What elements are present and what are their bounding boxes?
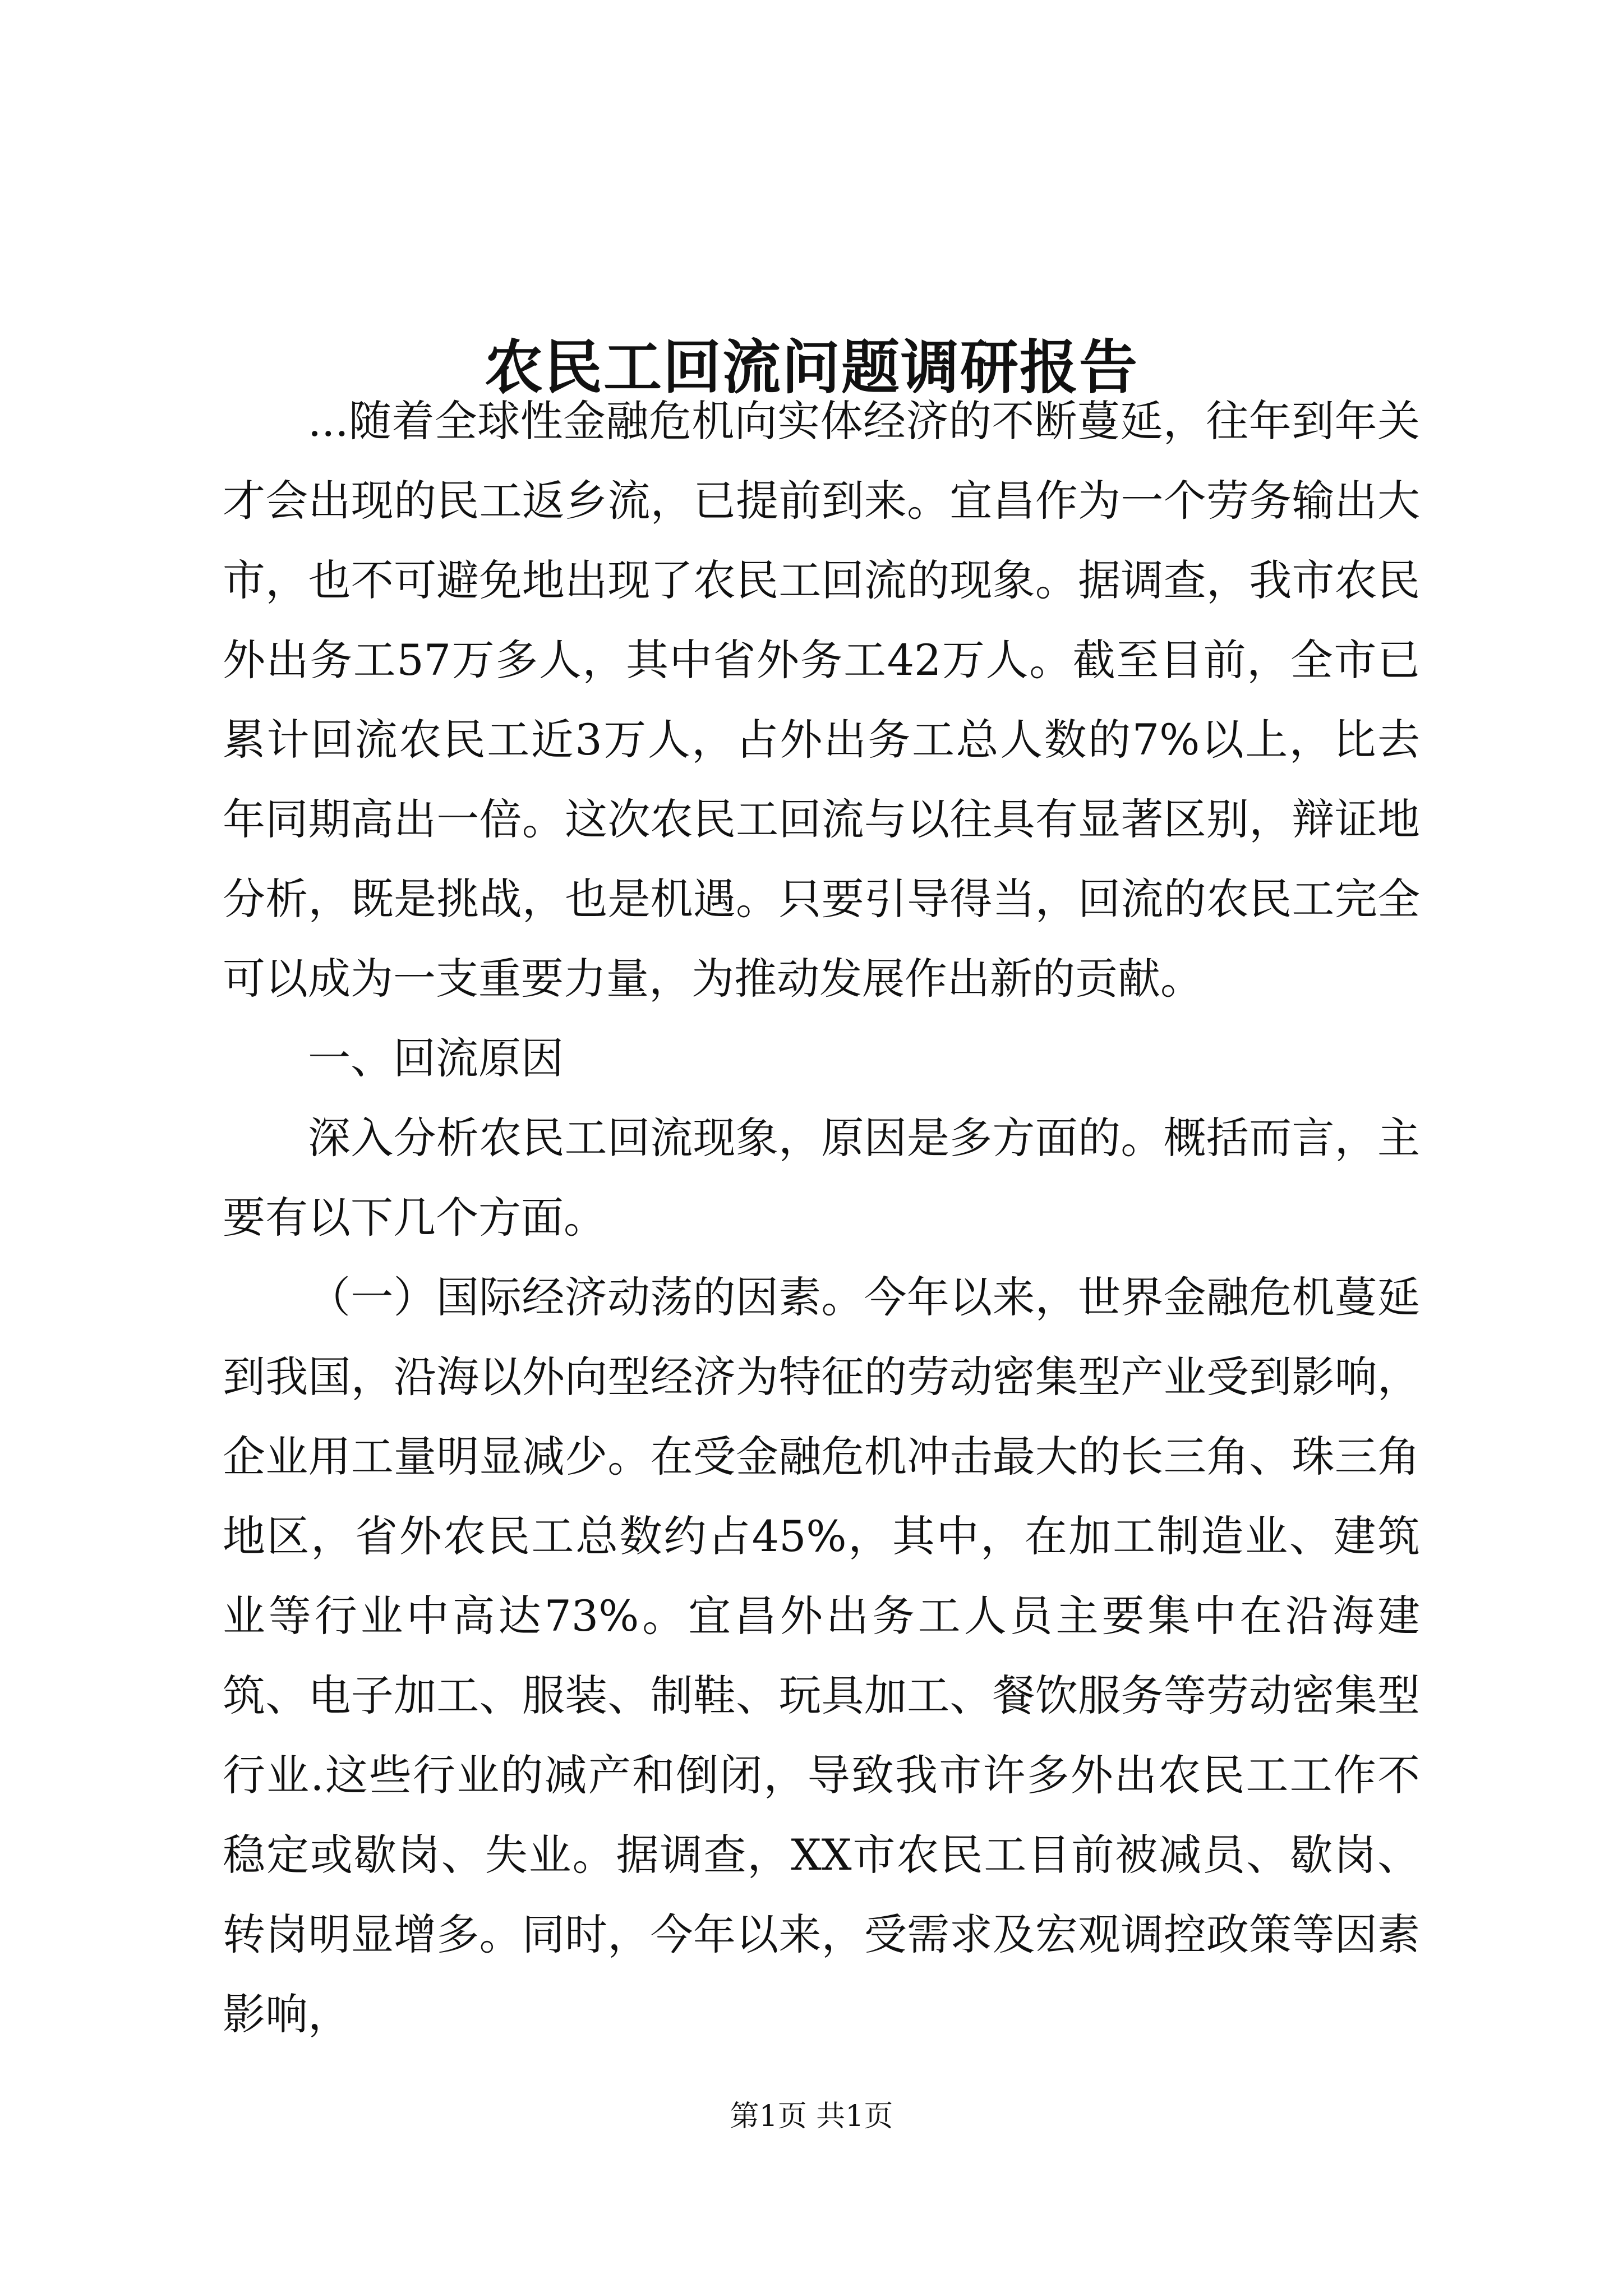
page-footer: 第1页 共1页 <box>730 2100 893 2133</box>
subsection-paragraph: （一）国际经济动荡的因素。今年以来，世界金融危机蔓延到我国，沿海以外向型经济为特征的劳动密集型产业受到影响，企业用工量明显减少。在受金融危机冲击最大的长三角、珠三角地区，省外农民工总数约占45%，其中，在加工制造业、建筑业等行业中高达73%。宜昌外出务工人员主要集中在沿海建筑、电子加工、服装、制鞋、玩具加工、餐饮服务等劳动密集型行业.这些行业的减产和倒闭，导致我市许多外出农民工工作不稳定或歇岗、失业。据调查，XX市农民工目前被减员、歇岗、转岗明显增多。同时，今年以来，受需求及宏观调控政策等因素影响， <box>223 1272 1420 2039</box>
intro-paragraph: ...随着全球性金融危机向实体经济的不断蔓延，往年到年关才会出现的民工返乡流，已提前到来。宜昌作为一个劳务输出大市，也不可避免地出现了农民工回流的现象。据调查，我市农民外出务工57万多人，其中省外务工42万人。截至目前，全市已累计回流农民工近3万人，占外出务工总人数的7%以上，比去年同期高出一倍。这次农民工回流与以往具有显著区别，辩证地分析，既是挑战，也是机遇。只要引导得当，回流的农民工完全可以成为一支重要力量，为推动发展作出新的贡献。 <box>223 396 1420 1004</box>
document-title: 农民工回流问题调研报告 <box>484 332 1138 402</box>
section-heading: 一、回流原因 <box>308 1033 564 1083</box>
document-body <box>223 381 1420 2054</box>
section-intro-paragraph: 深入分析农民工回流现象，原因是多方面的。概括而言，主要有以下几个方面。 <box>223 1113 1420 1243</box>
